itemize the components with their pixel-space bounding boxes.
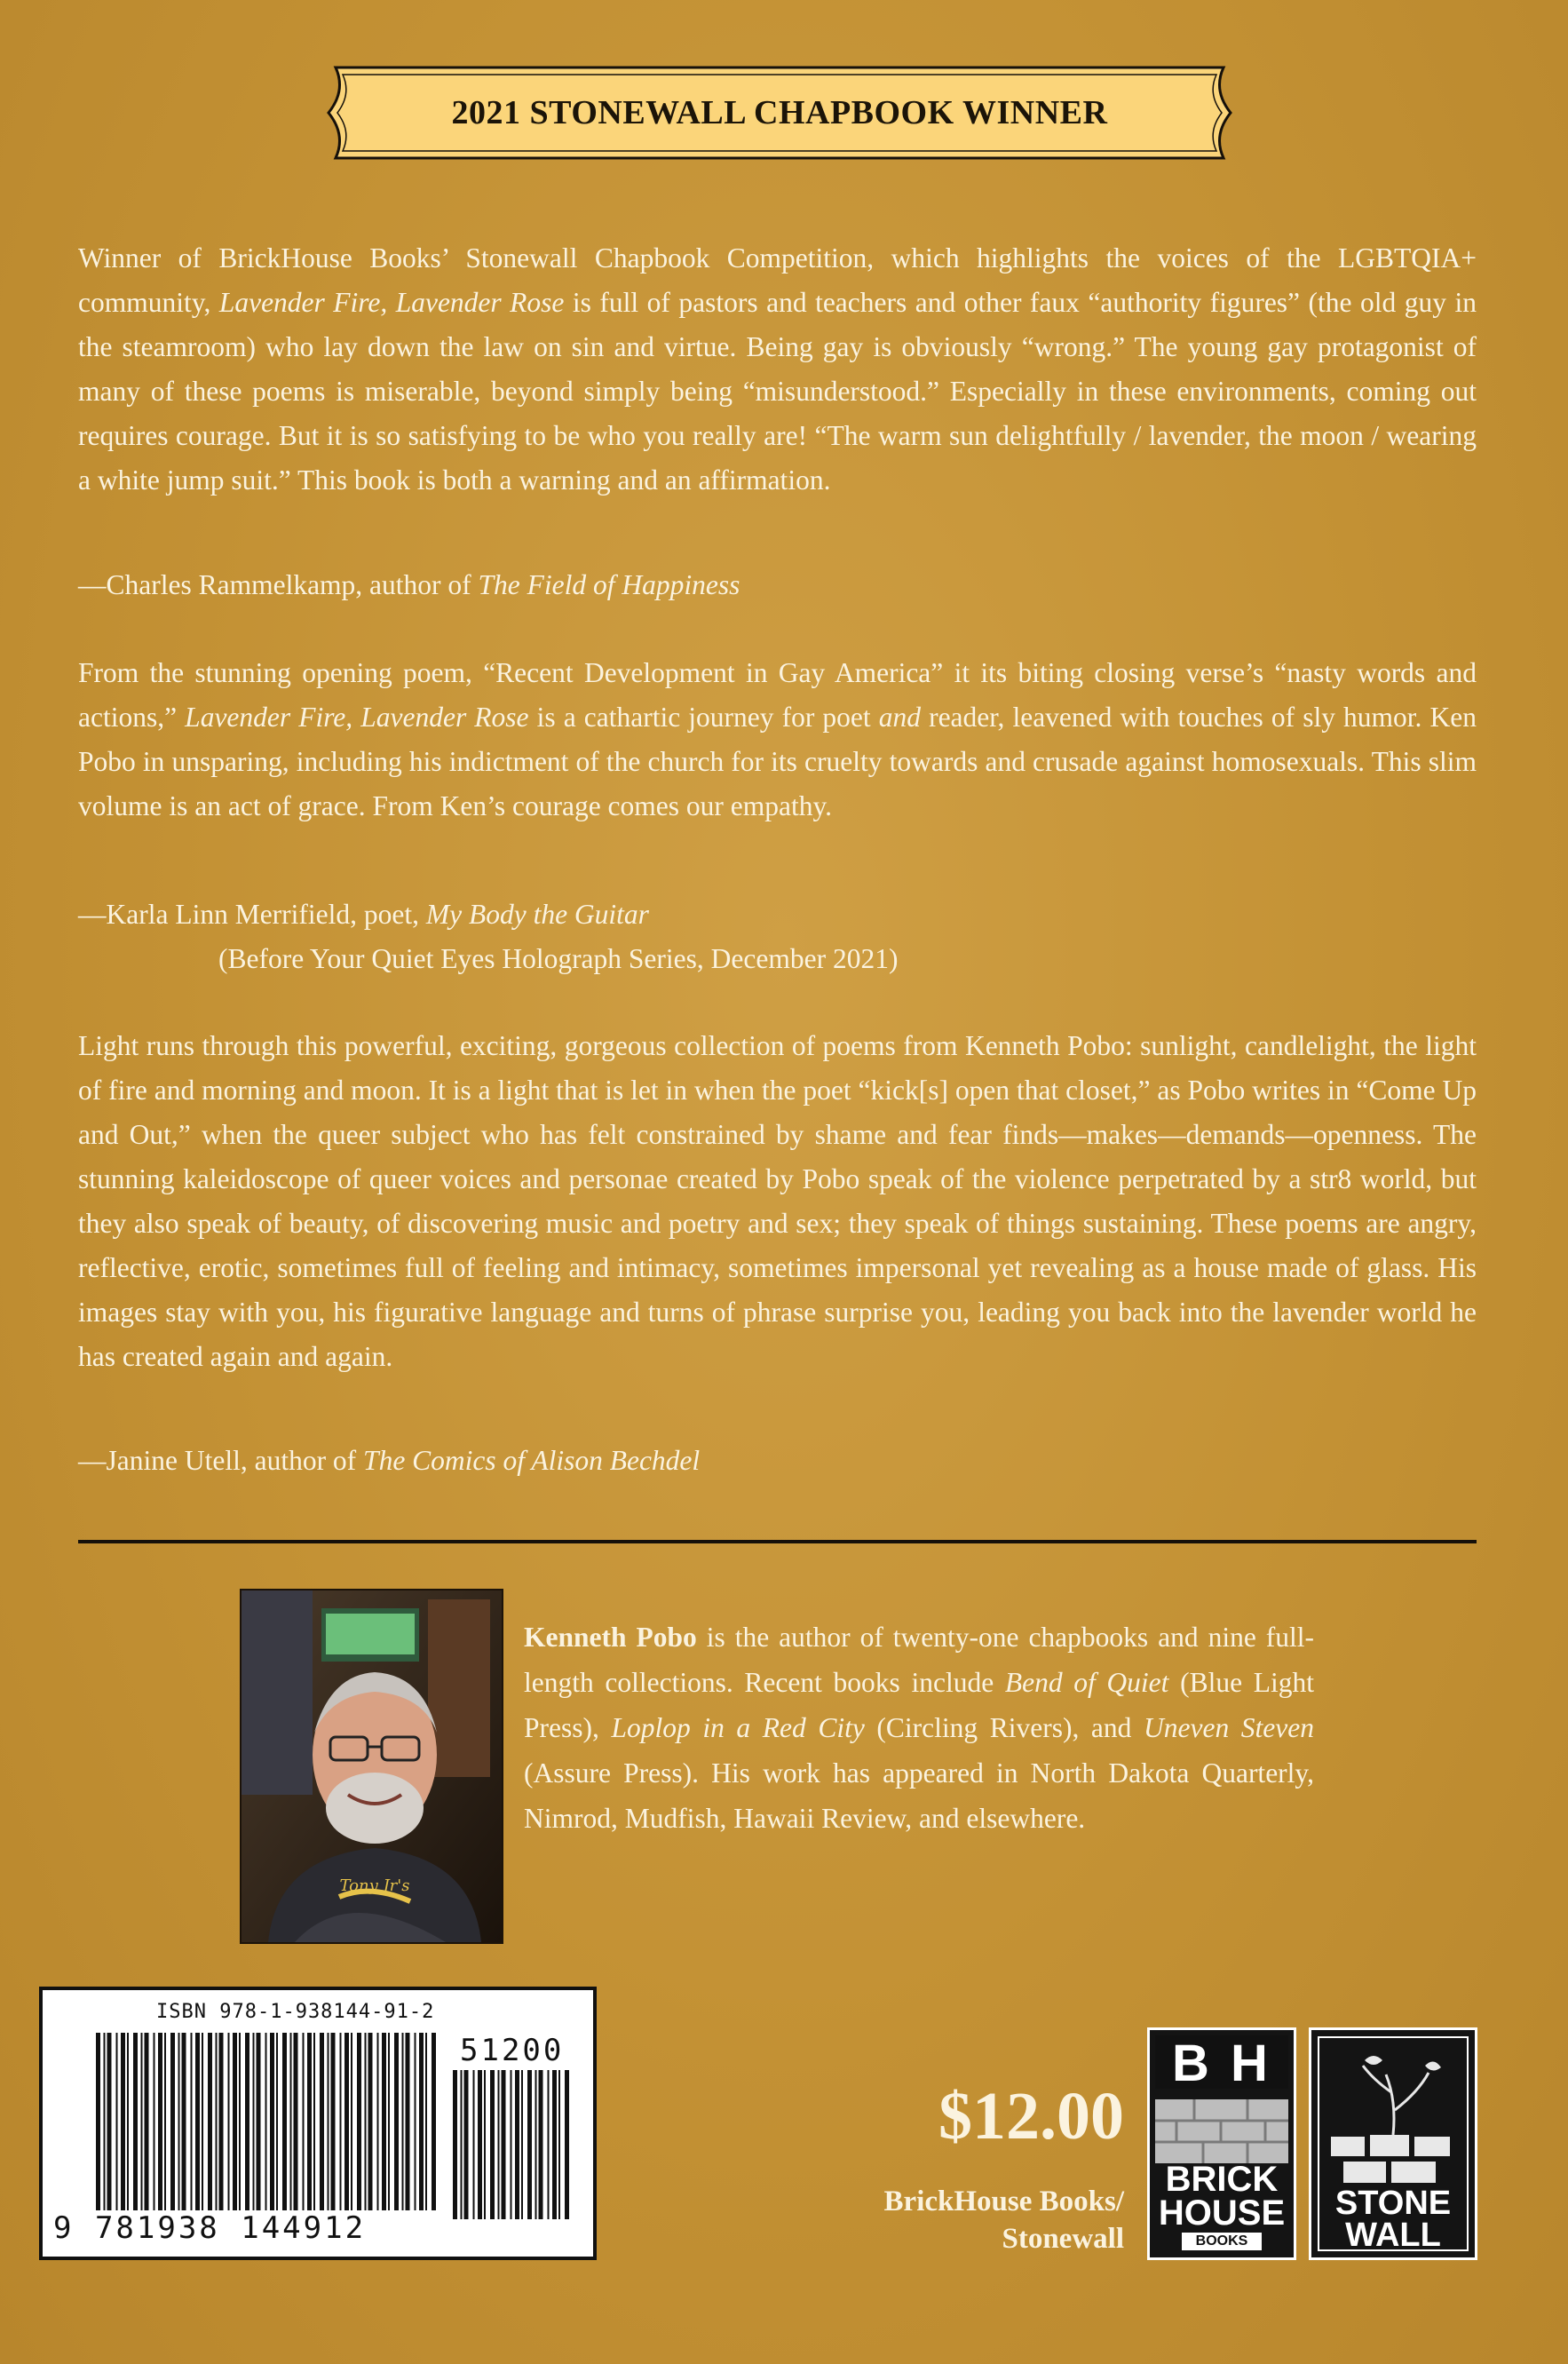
bio-text: is the author of twenty-one chapbooks and nine full-length collections. Recent books include [524, 1622, 1315, 1698]
credit-title: The Comics of Alison Bechdel [363, 1445, 701, 1476]
barcode-bar [548, 2070, 550, 2219]
barcode-bar [219, 2033, 224, 2210]
author-bio [524, 1614, 1314, 1841]
barcode-bar [558, 2070, 560, 2219]
bio-text: (Assure Press). His work has appeared in North Dakota Quarterly, Nimrod, Mudfish, Hawaii Review, and elsewhere. [524, 1757, 1314, 1834]
barcode-bar [127, 2033, 129, 2210]
barcode-bar [202, 2033, 203, 2210]
review-text: Light runs through this powerful, exciting, gorgeous collection of poems from Kenneth Pobo: sunlight, candlelight, the light of fire and morning and moon. It is a light that is let in when the poet “kick[s] open that closet,” as Pobo writes in “Come Up and Out,” when the queer subject who has felt constrained by shame and fear finds—makes—demands—openness. The stunning kaleidoscope of queer voices and personae created by Pobo speak of the violence perpetrated by a str8 world, but they also speak of beauty, of discovering music and poetry and sex; they speak of things sustaining. These poems are angry, reflective, erotic, sometimes full of feeling and intimacy, sometimes impersonal yet revealing as a house made of glass. His images stay with you, his figurative language and turns of phrase surprise you, leading you back into the lavender world he has created again and again. [78, 1030, 1477, 1372]
barcode-bar [154, 2033, 155, 2210]
review-text: is a cathartic journey for poet [528, 702, 879, 733]
barcode-bar [245, 2033, 249, 2210]
logo-word-wall: WALL [1345, 2217, 1441, 2254]
credit-author: —Karla Linn Merrifield, poet, [78, 899, 426, 930]
logo-letters: B H [1172, 2035, 1271, 2092]
barcode-bar [511, 2070, 512, 2219]
review-text: From the stunning opening poem, “Recent Development in Gay America” it its biting closing verse’s “nasty words and actions,” [78, 657, 1477, 733]
barcode-bar [351, 2033, 352, 2210]
barcode-bar [461, 2070, 463, 2219]
barcode-bar [191, 2033, 193, 2210]
barcode-bar [107, 2033, 112, 2210]
review-paragraph-3 [78, 1024, 1477, 1379]
barcode-bar [365, 2033, 367, 2210]
review-credit-2 [78, 892, 649, 937]
barcode-bar [239, 2033, 241, 2210]
barcode-bar [331, 2033, 336, 2210]
barcode-bar [208, 2033, 212, 2210]
barcode-bar [313, 2033, 315, 2210]
barcode-bar [282, 2033, 287, 2210]
barcode-bar [565, 2070, 569, 2219]
barcode-bar [406, 2033, 410, 2210]
barcode-bar [502, 2070, 506, 2219]
publisher-line-2: Stonewall [1002, 2223, 1124, 2255]
barcode-bar [133, 2033, 138, 2210]
review-text: Winner of BrickHouse Books’ Stonewall Chapbook Competition, which highlights the voices of the LGBTQIA+ community, [78, 242, 1477, 318]
barcode-bar [377, 2033, 379, 2210]
barcode-bar [535, 2070, 537, 2219]
barcode-bar [464, 2070, 469, 2219]
author-name: Kenneth Pobo [524, 1622, 697, 1653]
author-portrait [242, 1591, 502, 1942]
barcode-bar [368, 2033, 373, 2210]
barcode-bar [320, 2033, 324, 2210]
barcode-bar [170, 2033, 175, 2210]
author-photo [240, 1589, 503, 1944]
barcode-bar [96, 2033, 100, 2210]
brickhouse-books-logo [1147, 2027, 1296, 2260]
shirt-logo: Tony Jr's [339, 1876, 410, 1895]
barcode-bar [265, 2033, 267, 2210]
publisher-name [781, 2183, 1124, 2257]
credit-author: —Janine Utell, author of [78, 1445, 364, 1476]
barcode-bars [94, 2033, 440, 2210]
review-credit-1 [78, 563, 740, 607]
barcode-bar [478, 2070, 482, 2219]
barcode-bar [216, 2033, 218, 2210]
banner-title: 2021 STONEWALL CHAPBOOK WINNER [451, 94, 1108, 131]
barcode-bar [394, 2033, 399, 2210]
barcode-bar [473, 2070, 475, 2219]
barcode-bar [145, 2033, 149, 2210]
logo-word-house: HOUSE [1158, 2193, 1286, 2233]
barcode-bar [357, 2033, 361, 2210]
barcode-bar [425, 2033, 427, 2210]
barcode-bar [253, 2033, 255, 2210]
barcode-bar [521, 2070, 523, 2219]
barcode-bar [432, 2033, 436, 2210]
barcode-bar [340, 2033, 342, 2210]
barcode-bar [104, 2033, 106, 2210]
barcode-bar [257, 2033, 261, 2210]
review-text: reader, leavened with touches of sly humor. Ken Pobo in unsparing, including his indictment of the church for its cruelty towards and crusade against homosexuals. This slim volume is an act of grace. From Ken’s courage comes our empathy. [78, 702, 1477, 821]
emphasis: and [878, 702, 921, 733]
award-banner [316, 55, 1243, 171]
barcode-bar [116, 2033, 118, 2210]
barcode-bar [182, 2033, 186, 2210]
review-credit-2-note: (Before Your Quiet Eyes Holograph Series, December 2021) [218, 943, 899, 974]
isbn-barcode [39, 1987, 597, 2260]
barcode-bar [388, 2033, 390, 2210]
barcode-bar [328, 2033, 329, 2210]
logo-word-stone: STONE [1334, 2185, 1452, 2222]
barcode-bar [303, 2033, 305, 2210]
barcode-bar [552, 2070, 557, 2219]
price-code: 51200 [460, 2033, 565, 2068]
bio-text: (Blue Light Press), [524, 1667, 1314, 1743]
barcode-bar [484, 2070, 486, 2219]
stonewall-logo [1309, 2027, 1477, 2260]
credit-title: The Field of Happiness [478, 569, 740, 600]
barcode-bar [490, 2070, 495, 2219]
book-title: Lavender Fire, Lavender Rose [218, 287, 565, 318]
book-title: Uneven Steven [1144, 1712, 1314, 1743]
barcode-bar [141, 2033, 143, 2210]
logo-word-books: BOOKS [1182, 2233, 1262, 2250]
barcode-bar [419, 2033, 424, 2210]
barcode-bar [164, 2033, 166, 2210]
barcode-bar [233, 2033, 237, 2210]
barcode-bar [276, 2033, 278, 2210]
book-title: Bend of Quiet [1004, 1667, 1169, 1698]
barcode-digits: 9 781938 144912 [53, 2210, 367, 2246]
barcode-bar [382, 2033, 386, 2210]
barcode-bar [290, 2033, 292, 2210]
review-credit-3 [78, 1439, 700, 1483]
barcode-bar [498, 2070, 500, 2219]
barcode-bar [158, 2033, 162, 2210]
credit-author: —Charles Rammelkamp, author of [78, 569, 479, 600]
barcode-bar [415, 2033, 416, 2210]
price: $12.00 [938, 2079, 1124, 2154]
barcode-bar [307, 2033, 312, 2210]
barcode-bar [539, 2070, 543, 2219]
review-paragraph-1 [78, 236, 1477, 503]
barcode-bar [527, 2070, 532, 2219]
credit-title: My Body the Guitar [425, 899, 649, 930]
logo-word-brick: BRICK [1165, 2160, 1279, 2199]
barcode-bar [228, 2033, 230, 2210]
publisher-line-1: BrickHouse Books/ [883, 2186, 1124, 2217]
review-paragraph-2 [78, 651, 1477, 829]
section-divider [78, 1540, 1477, 1543]
book-title: Loplop in a Red City [611, 1712, 865, 1743]
barcode-bar [121, 2033, 125, 2210]
barcode-bar [344, 2033, 349, 2210]
review-text: is full of pastors and teachers and other faux “authority figures” (the old guy in the steamroom) who lay down the law on sin and virtue. Being gay is obviously “wrong.” The young gay protagonist of many of these poems is miserable, beyond simply being “misunderstood.” Especially in these environments, coming out requires courage. But it is so satisfying to be who you really are! “The warm sun delightfully / lavender, the moon / wearing a white jump suit.” This book is both a warning and an affirmation. [78, 287, 1477, 496]
barcode-bar [453, 2070, 457, 2219]
isbn-text: ISBN 978-1-938144-91-2 [156, 2001, 435, 2023]
barcode-bar [294, 2033, 298, 2210]
bio-text: (Circling Rivers), and [864, 1712, 1144, 1743]
barcode-bar [515, 2070, 519, 2219]
barcode-bar [195, 2033, 200, 2210]
book-title: Lavender Fire, Lavender Rose [185, 702, 529, 733]
barcode-bar [178, 2033, 180, 2210]
price-barcode-bars [451, 2070, 575, 2219]
barcode-bar [402, 2033, 404, 2210]
barcode-bar [270, 2033, 274, 2210]
